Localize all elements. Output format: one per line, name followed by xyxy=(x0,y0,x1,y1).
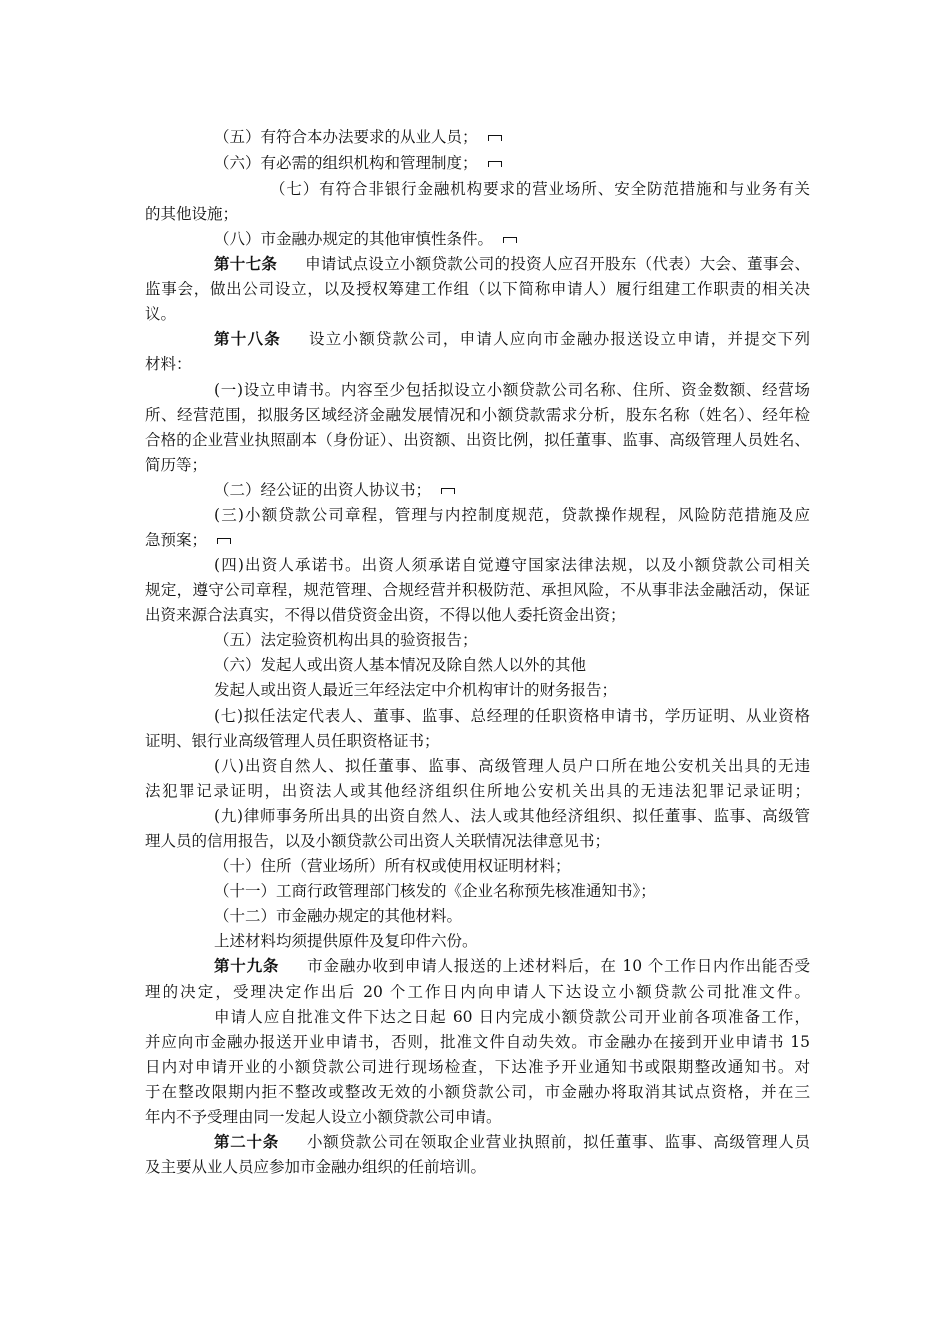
article-number: 第十八条 xyxy=(214,329,281,348)
text-line: （六）有必需的组织机构和管理制度； xyxy=(214,150,810,176)
text-line: 监事会，做出公司设立，以及授权筹建工作组（以下简称申请人）履行组建工作职责的相关决 xyxy=(145,280,810,298)
text-line: (七)拟任法定代表人、董事、监事、总经理的任职资格申请书，学历证明、从业资格 xyxy=(214,707,810,725)
text-line: 及主要从业人员应参加市金融办组织的任前培训。 xyxy=(145,1158,487,1176)
text-line: 申请人应自批准文件下达之日起 60 日内完成小额贷款公司开业前各项准备工作， xyxy=(214,1008,810,1026)
text-line: 证明、银行业高级管理人员任职资格证书； xyxy=(145,732,440,750)
text-line: 材料： xyxy=(145,355,192,373)
text-line: （七）有符合非银行金融机构要求的营业场所、安全防范措施和与业务有关 xyxy=(270,180,810,198)
article-number: 第十七条 xyxy=(214,254,278,273)
text-line: 规定，遵守公司章程，规范管理、合规经营并积极防范、承担风险，不从事非法金融活动，保证 xyxy=(145,581,810,599)
text-line: 简历等； xyxy=(145,456,208,474)
text-line: 的其他设施； xyxy=(145,205,239,223)
article-18-heading: 第十八条 设立小额贷款公司，申请人应向市金融办报送设立申请，并提交下列 xyxy=(214,329,810,348)
text-line: 出资来源合法真实，不得以借贷资金出资，不得以他人委托资金出资； xyxy=(145,606,626,624)
text-line: 于在整改限期内拒不整改或整改无效的小额贷款公司，市金融办将取消其试点资格，并在三 xyxy=(145,1083,810,1101)
text-line: (九)律师事务所出具的出资自然人、法人或其他经济组织、拟任董事、监事、高级管 xyxy=(214,807,810,825)
text-line: 理人员的信用报告，以及小额贷款公司出资人关联情况法律意见书； xyxy=(145,832,611,850)
text-line: （十二）市金融办规定的其他材料。 xyxy=(214,907,463,925)
revision-mark-icon xyxy=(488,161,502,167)
text-line: （五）有符合本办法要求的从业人员； xyxy=(214,124,810,150)
article-20-heading: 第二十条 小额贷款公司在领取企业营业执照前，拟任董事、监事、高级管理人员 xyxy=(214,1132,810,1151)
revision-mark-icon xyxy=(503,237,517,243)
text-line: (四)出资人承诺书。出资人须承诺自觉遵守国家法律法规，以及小额贷款公司相关 xyxy=(214,556,810,574)
text-line: （十一）工商行政管理部门核发的《企业名称预先核准通知书》； xyxy=(214,882,656,900)
text-line: (三)小额贷款公司章程，管理与内控制度规范，贷款操作规程，风险防范措施及应 xyxy=(214,506,810,524)
text-line: 发起人或出资人最近三年经法定中介机构审计的财务报告； xyxy=(214,681,618,699)
article-17-heading: 第十七条 申请试点设立小额贷款公司的投资人应召开股东（代表）大会、董事会、 xyxy=(214,254,810,273)
text-line: （六）发起人或出资人基本情况及除自然人以外的其他 xyxy=(214,656,587,674)
article-19-heading: 第十九条 市金融办收到申请人报送的上述材料后，在 10 个工作日内作出能否受 xyxy=(214,956,810,975)
text-line: 日内对申请开业的小额贷款公司进行现场检查，下达准予开业通知书或限期整改通知书。对 xyxy=(145,1058,810,1076)
text-line: 上述材料均须提供原件及复印件六份。 xyxy=(214,932,478,950)
revision-mark-icon xyxy=(217,538,231,544)
text-line: (八)出资自然人、拟任董事、监事、高级管理人员户口所在地公安机关出具的无违 xyxy=(214,757,810,775)
text-line: 合格的企业营业执照副本（身份证）、出资额、出资比例，拟任董事、监事、高级管理人员姓名、 xyxy=(145,431,810,449)
text-line: (一)设立申请书。内容至少包括拟设立小额贷款公司名称、住所、资金数额、经营场 xyxy=(214,381,810,399)
text-line: 并应向市金融办报送开业申请书，否则，批准文件自动失效。市金融办在接到开业申请书 15 xyxy=(145,1033,810,1051)
text-line: （八）市金融办规定的其他审慎性条件。 xyxy=(214,226,810,252)
text-line: （二）经公证的出资人协议书； xyxy=(214,477,810,503)
text-line: 理的决定，受理决定作出后 20 个工作日内向申请人下达设立小额贷款公司批准文件。 xyxy=(145,983,810,1001)
article-number: 第十九条 xyxy=(214,956,280,975)
text-line: 年内不予受理由同一发起人设立小额贷款公司申请。 xyxy=(145,1108,502,1126)
text-line: （十）住所（营业场所）所有权或使用权证明材料； xyxy=(214,857,571,875)
text-line: （五）法定验资机构出具的验资报告； xyxy=(214,631,478,649)
text-line: 所、经营范围，拟服务区域经济金融发展情况和小额贷款需求分析，股东名称（姓名）、经年检 xyxy=(145,406,810,424)
revision-mark-icon xyxy=(441,488,455,494)
text-line: 议。 xyxy=(145,305,177,323)
text-line: 急预案； xyxy=(145,527,810,553)
text-line: 法犯罪记录证明，出资法人或其他经济组织住所地公安机关出具的无违法犯罪记录证明； xyxy=(145,782,810,800)
revision-mark-icon xyxy=(488,135,502,141)
article-number: 第二十条 xyxy=(214,1132,279,1151)
